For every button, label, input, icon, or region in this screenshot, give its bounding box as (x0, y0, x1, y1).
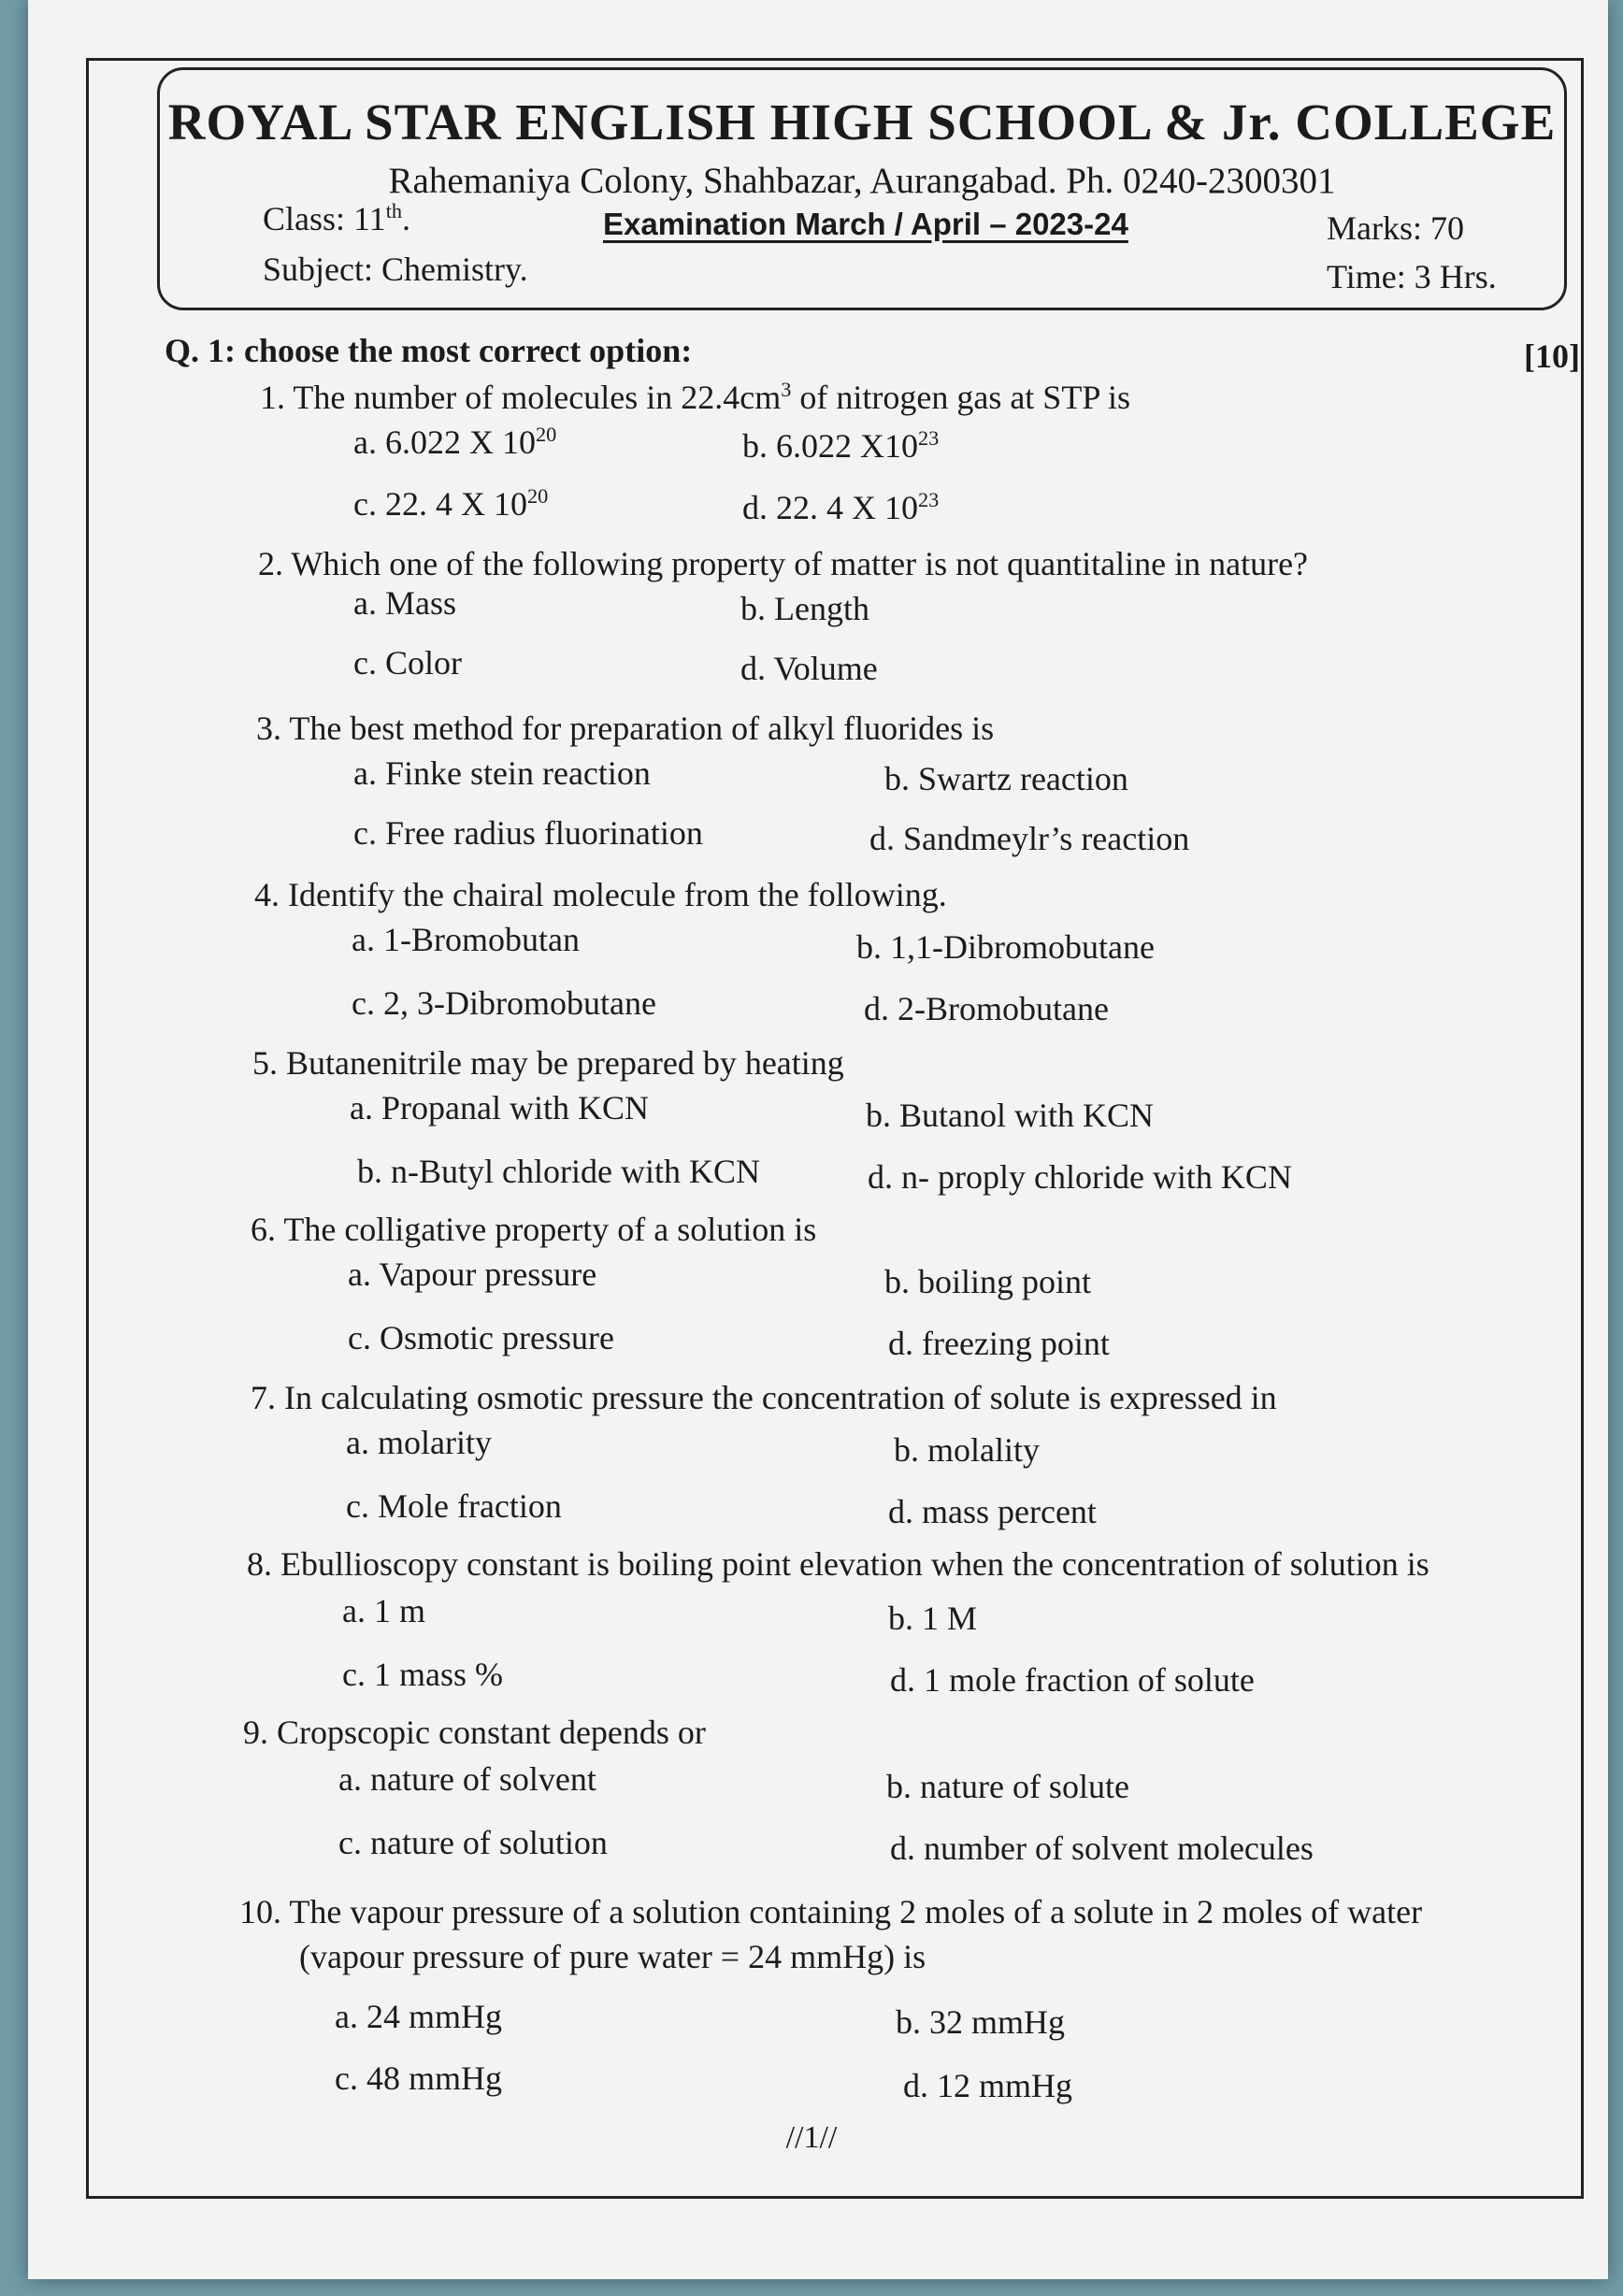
option-d: d. Sandmeylr’s reaction (869, 820, 1190, 857)
option-a: a. Vapour pressure (348, 1256, 597, 1293)
option-d: d. 1 mole fraction of solute (890, 1661, 1255, 1699)
option-c: c. 1 mass % (342, 1656, 503, 1693)
option-c: c. nature of solution (338, 1824, 608, 1861)
option-a: a. 6.022 X $10^{20}$ (353, 423, 557, 461)
option-a: a. 24 mmHg (335, 1998, 502, 2035)
option-c: c. 48 mmHg (335, 2059, 502, 2097)
option-c: c. Osmotic pressure (348, 1319, 614, 1356)
option-b: b. nature of solute (886, 1768, 1129, 1805)
question-text-continued: (vapour pressure of pure water = 24 mmHg) is (299, 1938, 926, 1975)
school-address: Rahemaniya Colony, Shahbazar, Aurangabad. Ph. 0240-2300301 (388, 161, 1336, 201)
option-a: a. 1-Bromobutan (352, 921, 580, 958)
question-text: 3. The best method for preparation of alkyl fluorides is (256, 710, 995, 747)
option-d: d. 22. 4 X $10^{23}$ (742, 488, 940, 526)
option-d: d. n- proply chloride with KCN (868, 1158, 1292, 1196)
question-text: 10. The vapour pressure of a solution containing 2 moles of a solute in 2 moles of water (239, 1893, 1423, 1930)
question-text: 2. Which one of the following property of matter is not quantitaline in nature? (258, 545, 1309, 582)
section-title: Q. 1: choose the most correct option: (165, 332, 693, 369)
option-c: c. 22. 4 X $10^{20}$ (353, 484, 549, 523)
exam-title: Examination March / April – 2023-24 (603, 207, 1128, 241)
page-number: //1// (785, 2120, 838, 2155)
option-b: b. 1 M (888, 1600, 978, 1637)
option-b: b. Swartz reaction (884, 760, 1128, 797)
option-d: d. freezing point (888, 1325, 1110, 1362)
option-d: d. 12 mmHg (903, 2067, 1073, 2104)
option-b: b. Length (740, 590, 869, 627)
option-d: d. Volume (740, 650, 878, 687)
question-text: 4. Identify the chairal molecule from the following. (254, 876, 947, 913)
option-c: c. Free radius fluorination (353, 814, 703, 852)
subject-label: Subject: Chemistry. (263, 251, 528, 288)
option-a: a. Finke stein reaction (353, 754, 651, 792)
question-text: 5. Butanenitrile may be prepared by heating (252, 1044, 844, 1082)
option-c: c. Color (353, 644, 462, 682)
question-text: 9. Cropscopic constant depends or (243, 1714, 706, 1751)
marks-label: Marks: 70 (1327, 209, 1464, 247)
option-b: b. 1,1-Dibromobutane (856, 928, 1155, 966)
option-c: c. 2, 3-Dibromobutane (352, 984, 656, 1022)
option-b: b. 6.022 $X10^{23}$ (742, 426, 940, 465)
question-text: 6. The colligative property of a solution is (251, 1211, 817, 1248)
option-a: a. molarity (346, 1424, 492, 1461)
header-box (157, 67, 1567, 310)
option-a: a. 1 m (342, 1592, 425, 1629)
option-b: b. boiling point (884, 1263, 1092, 1300)
time-label: Time: 3 Hrs. (1327, 258, 1497, 295)
section-marks: [10] (1524, 337, 1580, 375)
option-a: a. Mass (353, 584, 456, 622)
option-d: d. 2-Bromobutane (864, 990, 1109, 1027)
question-text: 7. In calculating osmotic pressure the concentration of solute is expressed in (251, 1379, 1277, 1416)
option-c: c. Mole fraction (346, 1487, 562, 1525)
class-label: Class: 11th. (263, 199, 411, 237)
school-name: ROYAL STAR ENGLISH HIGH SCHOOL & Jr. COLLEGE (167, 93, 1557, 151)
option-a: a. nature of solvent (338, 1760, 596, 1798)
option-b: b. molality (894, 1431, 1040, 1469)
option-a: a. Propanal with KCN (350, 1089, 649, 1126)
option-d: d. number of solvent molecules (890, 1830, 1314, 1867)
option-b: b. Butanol with KCN (866, 1097, 1155, 1134)
option-b: b. 32 mmHg (896, 2003, 1066, 2041)
option-d: d. mass percent (888, 1493, 1097, 1530)
question-text: 8. Ebullioscopy constant is boiling point elevation when the concentration of solution is (247, 1545, 1429, 1583)
question-text: 1. The number of molecules in $22.4cm^3$ of nitrogen gas at STP is (260, 378, 1131, 416)
option-c: b. n-Butyl chloride with KCN (357, 1153, 760, 1190)
